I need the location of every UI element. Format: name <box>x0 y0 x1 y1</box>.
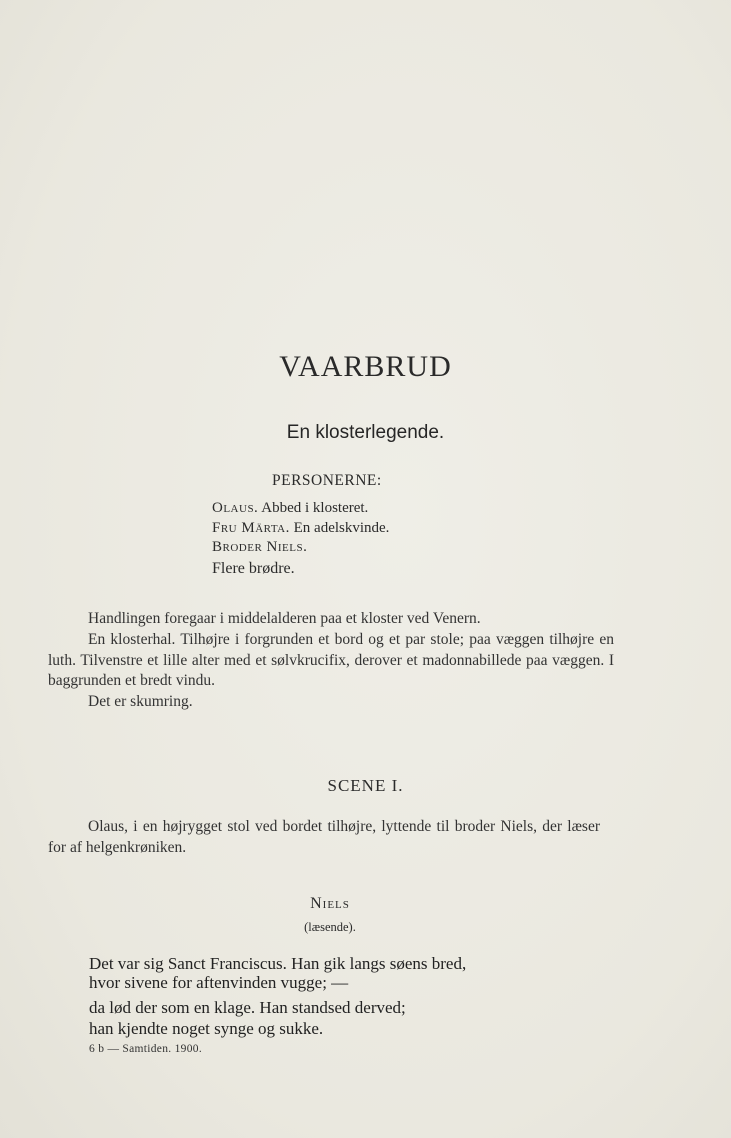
speaker-name: Niels <box>310 895 350 912</box>
scene-heading: SCENE I. <box>327 776 404 795</box>
cast-member-name: Broder Niels. <box>212 539 308 555</box>
play-title: VAARBRUD <box>279 350 452 383</box>
cast-member-name: Olaus. <box>212 500 259 516</box>
cast-member-desc: Abbed i klosteret. <box>261 500 369 516</box>
cast-extra: Flere brødre. <box>212 560 295 577</box>
cast-member-desc: En adelskvinde. <box>293 520 390 536</box>
stage-direction: (læsende). <box>304 920 356 934</box>
cast-member-name: Fru Märta. <box>212 520 290 536</box>
verse-line: da lød der som en klage. Han standsed derved; <box>89 998 406 1017</box>
cast-heading: PERSONERNE: <box>272 472 382 489</box>
setting-paragraph: Handlingen foregaar i middelalderen paa et kloster ved Venern. <box>88 610 481 627</box>
setting-paragraph: En klosterhal. Tilhøjre i forgrunden et bord og et par stole; paa væggen tilhøjre en luth. Tilvenstre et lille alter med et sølvkrucifix, derover et madonnabillede paa væggen. I baggrunden et bredt vindu. <box>48 631 614 689</box>
page-footer: 6 b — Samtiden. 1900. <box>89 1043 202 1055</box>
scene-description: Olaus, i en højrygget stol ved bordet tilhøjre, lyttende til broder Niels, der læser for af helgenkrøniken. <box>48 818 600 856</box>
play-subtitle: En klosterlegende. <box>286 422 445 443</box>
cast-member <box>212 520 389 537</box>
verse-line: hvor sivene for aftenvinden vugge; — <box>89 973 349 992</box>
verse-line: han kjendte noget synge og sukke. <box>89 1019 324 1038</box>
setting-paragraph: Det er skumring. <box>88 693 193 710</box>
verse-line: Det var sig Sanct Franciscus. Han gik langs søens bred, <box>89 954 467 973</box>
cast-member <box>212 500 368 517</box>
cast-member <box>212 539 307 556</box>
